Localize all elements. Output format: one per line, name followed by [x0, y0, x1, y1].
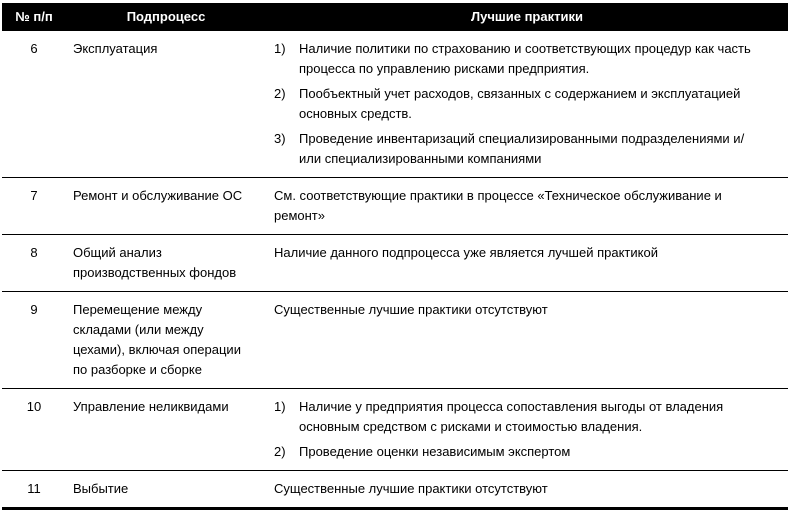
row-number: 8	[2, 235, 66, 292]
row-number: 7	[2, 178, 66, 235]
column-header-practices: Лучшие практики	[266, 3, 788, 31]
practice-text: Наличие у предприятия процесса сопоставления выгоды от владения основным средством с рисками и стоимостью владения.	[299, 399, 724, 434]
practices-cell	[266, 31, 788, 178]
best-practices-table	[2, 3, 788, 510]
table-row	[2, 178, 788, 235]
practice-item	[274, 186, 782, 226]
table-body	[2, 31, 788, 509]
practice-text: Наличие данного подпроцесса уже является лучшей практикой	[274, 245, 658, 260]
practice-item	[274, 442, 782, 462]
practices-cell	[266, 389, 788, 471]
subprocess-name: Управление неликвидами	[66, 389, 266, 471]
table-row	[2, 31, 788, 178]
practices-cell	[266, 471, 788, 509]
subprocess-name: Выбытие	[66, 471, 266, 509]
practice-marker: 2)	[274, 86, 286, 101]
table-row	[2, 235, 788, 292]
practice-text: Пообъектный учет расходов, связанных с содержанием и эксплуатацией основных средств.	[299, 86, 741, 121]
subprocess-name: Эксплуатация	[66, 31, 266, 178]
practice-item	[274, 479, 782, 499]
practice-item	[274, 129, 782, 169]
practice-text: Проведение оценки независимым экспертом	[299, 444, 571, 459]
table-row	[2, 389, 788, 471]
practices-cell	[266, 292, 788, 389]
practice-text: Наличие политики по страхованию и соответствующих процедур как часть процесса по управлению рисками предприятия.	[299, 41, 751, 76]
practice-text: Проведение инвентаризаций специализированными подразделениями и/или специализированными компаниями	[299, 131, 745, 166]
practice-item	[274, 243, 782, 263]
table-row	[2, 292, 788, 389]
practice-text: Существенные лучшие практики отсутствуют	[274, 302, 548, 317]
table-header	[2, 3, 788, 31]
practice-item	[274, 84, 782, 124]
row-number: 11	[2, 471, 66, 509]
practice-item	[274, 39, 782, 79]
practice-item	[274, 300, 782, 320]
practices-cell	[266, 178, 788, 235]
column-header-subprocess: Подпроцесс	[66, 3, 266, 31]
row-number: 6	[2, 31, 66, 178]
subprocess-name: Ремонт и обслуживание ОС	[66, 178, 266, 235]
column-header-number: № п/п	[2, 3, 66, 31]
subprocess-name: Перемещение между складами (или между цехами), включая операции по разборке и сборке	[66, 292, 266, 389]
practice-text: Существенные лучшие практики отсутствуют	[274, 481, 548, 496]
practice-text: См. соответствующие практики в процессе «Техническое обслуживание и ремонт»	[274, 188, 722, 223]
row-number: 9	[2, 292, 66, 389]
header-row	[2, 3, 788, 31]
practice-marker: 1)	[274, 399, 286, 414]
practice-marker: 1)	[274, 41, 286, 56]
row-number: 10	[2, 389, 66, 471]
practices-cell	[266, 235, 788, 292]
practice-marker: 2)	[274, 444, 286, 459]
practice-item	[274, 397, 782, 437]
practice-marker: 3)	[274, 131, 286, 146]
subprocess-name: Общий анализ производственных фондов	[66, 235, 266, 292]
table-row	[2, 471, 788, 509]
